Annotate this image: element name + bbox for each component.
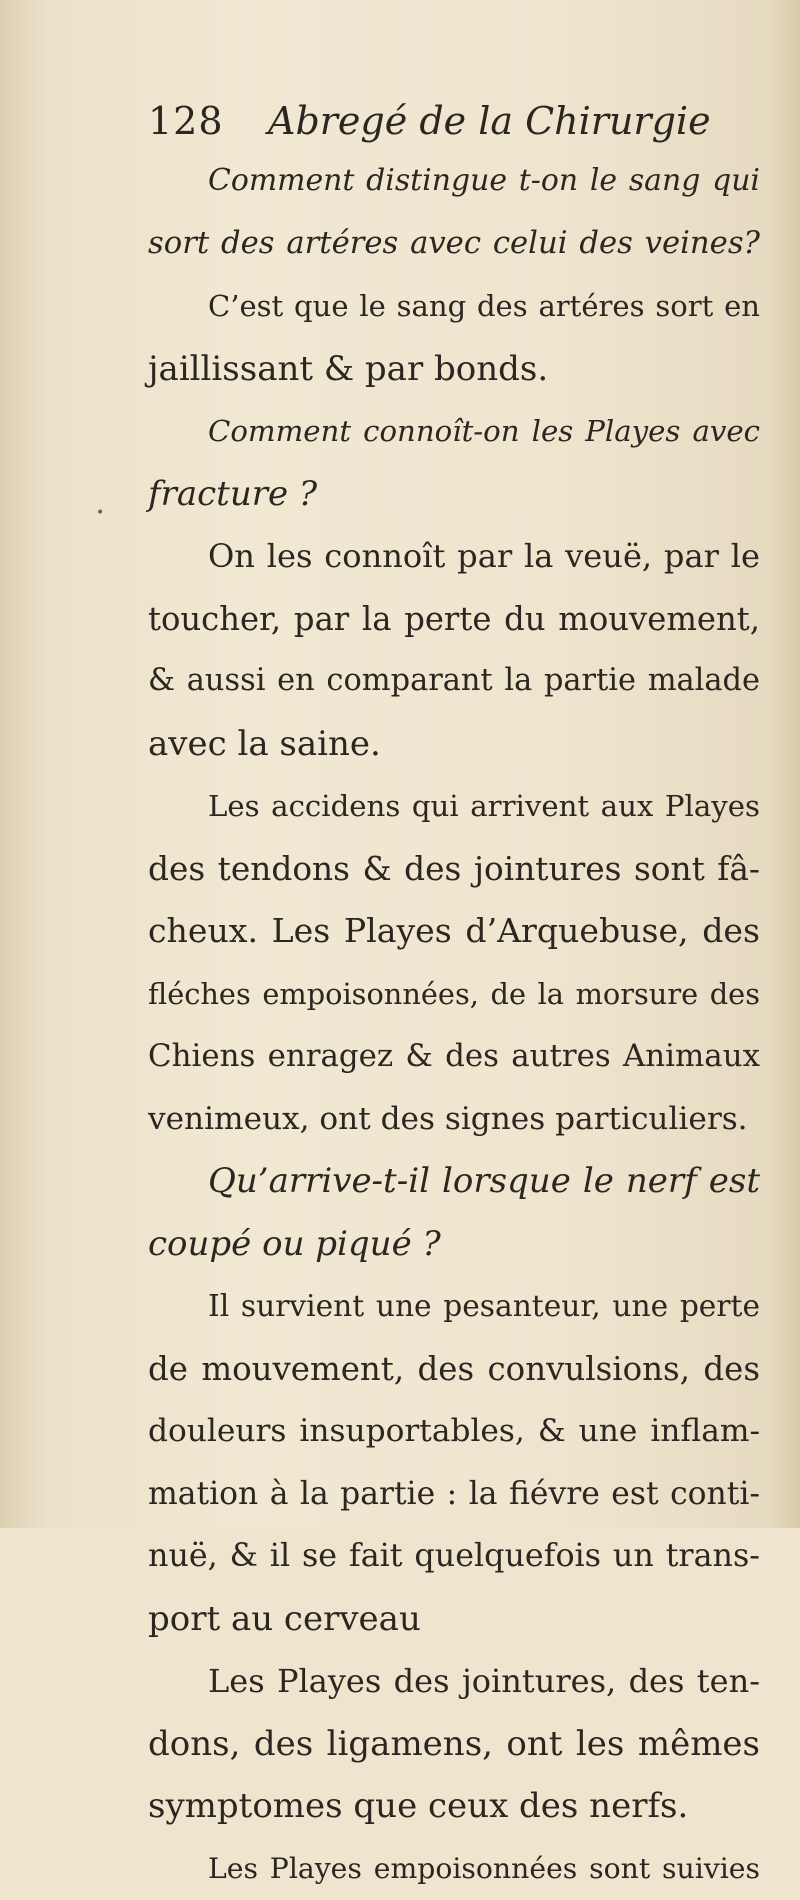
body-text [148,150,760,1900]
paragraph-line: venimeux, ont des signes particuliers. [148,1088,760,1151]
question-line: Comment distingue t-on le sang qui [148,150,760,213]
answer-line: douleurs insuportables, & une inflam- [148,1400,760,1463]
running-title: Abregé de la Chirurgie [268,99,711,143]
paragraph-line: Les Playes des jointures, des ten- [148,1650,760,1713]
question-line: fracture ? [148,463,760,526]
question-line: coupé ou piqué ? [148,1213,760,1276]
margin-mark: • [96,505,104,521]
paragraph-line: dons, des ligamens, ont les mêmes [148,1713,760,1776]
answer-line: toucher, par la perte du mouvement, [148,588,760,651]
answer-line: avec la saine. [148,713,760,776]
paragraph-line: Les accidens qui arrivent aux Playes [148,775,760,838]
answer-line: On les connoît par la veuë, par le [148,525,760,588]
answer-line: de mouvement, des convulsions, des [148,1338,760,1401]
paragraph-line: Les Playes empoisonnées sont suivies [148,1838,760,1900]
paragraph-line: fléches empoisonnées, de la morsure des [148,963,760,1026]
question-line: sort des artéres avec celui des veines? [148,213,760,276]
answer-line: mation à la partie : la fiévre est conti- [148,1463,760,1526]
answer-line: & aussi en comparant la partie malade [148,650,760,713]
paragraph-line: symptomes que ceux des nerfs. [148,1775,760,1838]
page-content [148,92,760,1900]
paragraph-line: Chiens enragez & des autres Animaux [148,1025,760,1088]
page-header [148,92,760,150]
paragraph-line: cheux. Les Playes d’Arquebuse, des [148,900,760,963]
answer-line: nuë, & il se fait quelquefois un trans- [148,1525,760,1588]
answer-line: jaillissant & par bonds. [148,338,760,401]
question-line: Comment connoît-on les Playes avec [148,400,760,463]
paragraph-line: des tendons & des jointures sont fâ- [148,838,760,901]
page-number: 128 [148,92,268,150]
answer-line: Il survient une pesanteur, une perte [148,1275,760,1338]
question-line: Qu’arrive-t-il lorsque le nerf est [148,1150,760,1213]
answer-line: C’est que le sang des artéres sort en [148,275,760,338]
answer-line: port au cerveau [148,1588,760,1651]
